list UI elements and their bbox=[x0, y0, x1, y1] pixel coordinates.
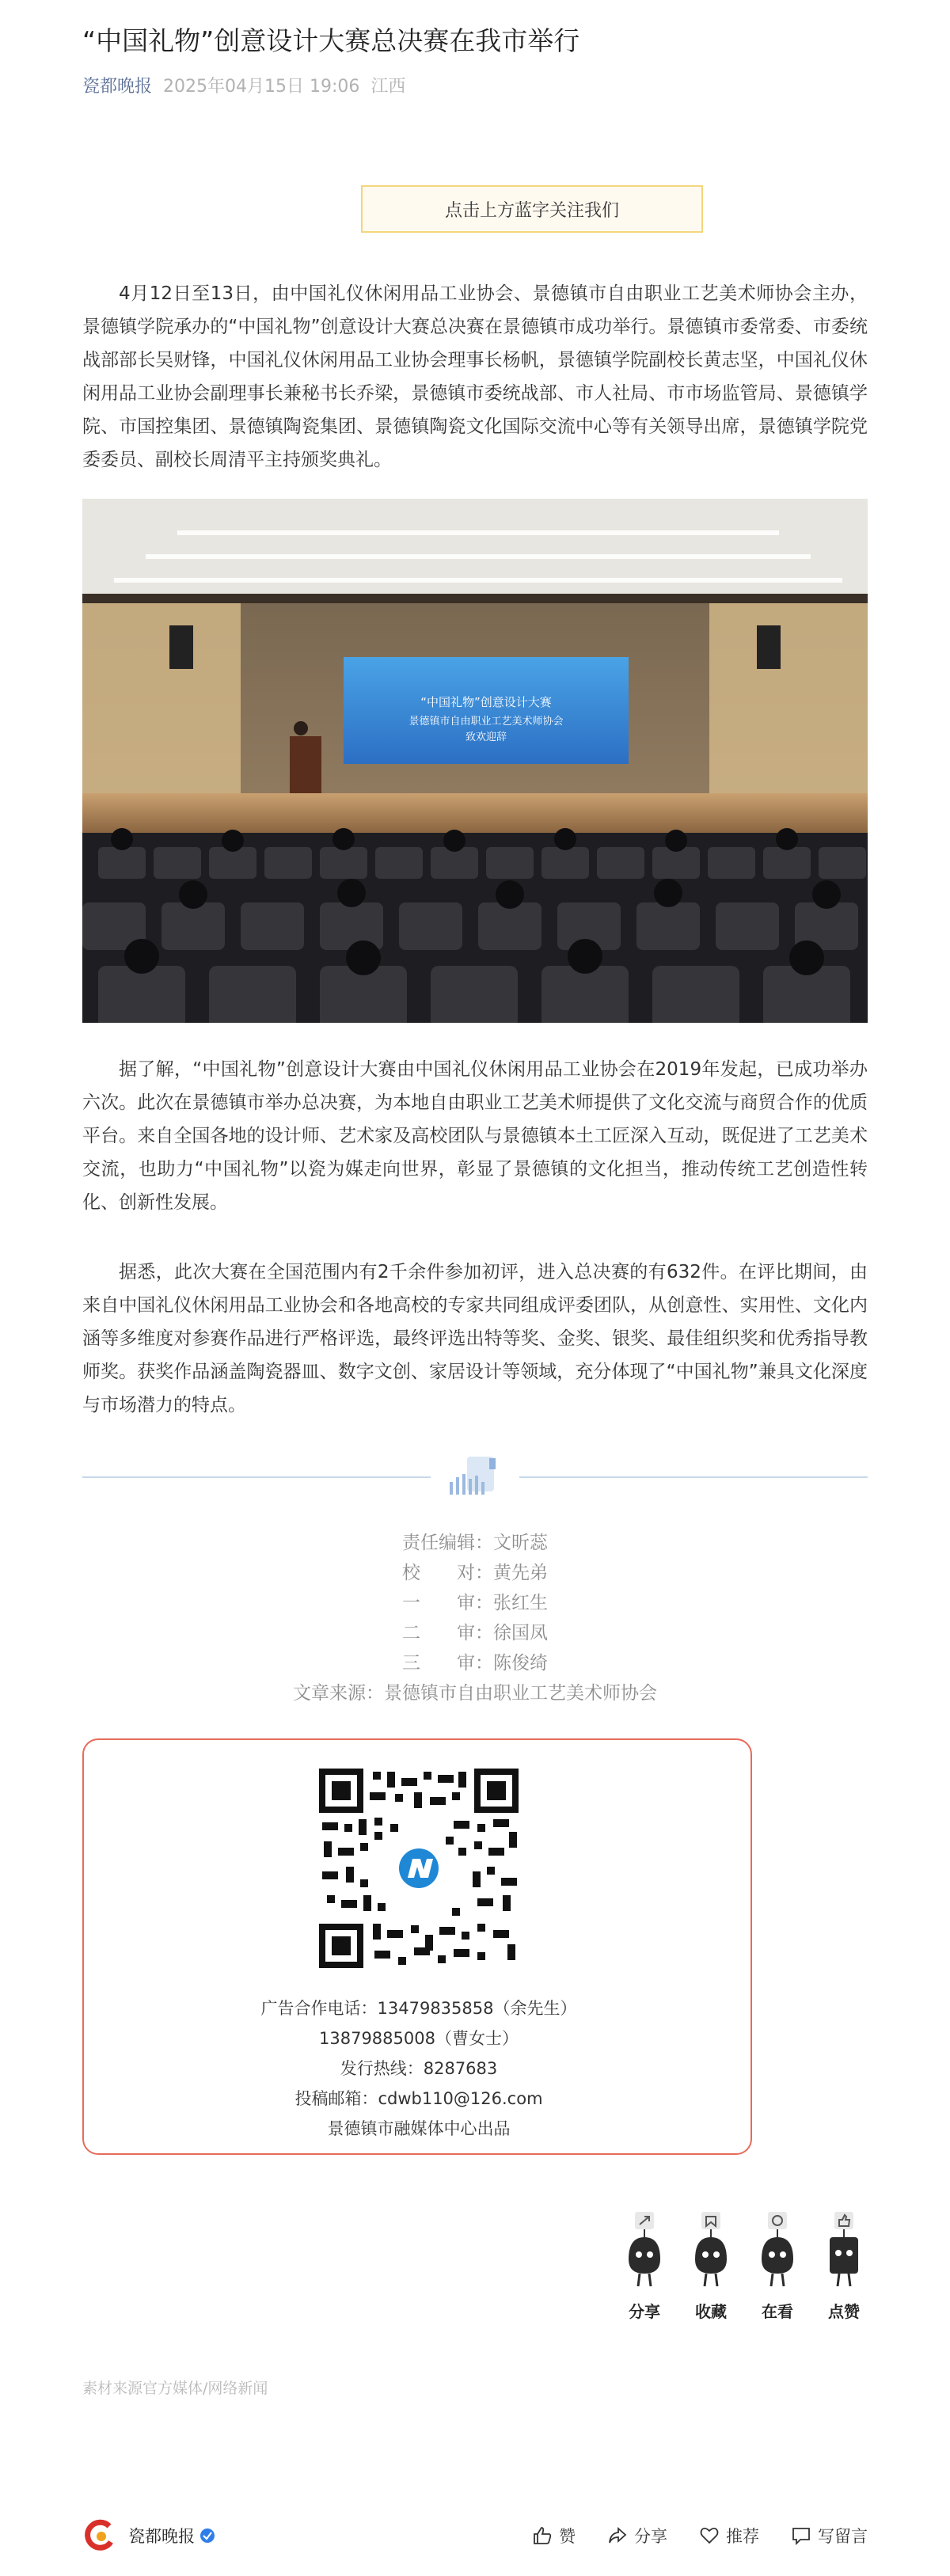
watching-label: 在看 bbox=[762, 2302, 793, 2321]
credit-row: 责任编辑：文昕蕊 bbox=[402, 1533, 548, 1553]
submission-email: 投稿邮箱：cdwb110@126.com bbox=[294, 2089, 543, 2108]
bottom-recommend-button[interactable] bbox=[699, 2524, 759, 2548]
collect-icon bbox=[687, 2210, 735, 2289]
heart-icon bbox=[699, 2525, 720, 2546]
publish-region: 江西 bbox=[370, 77, 406, 97]
account-name-link[interactable]: 瓷都晚报 bbox=[82, 77, 153, 97]
section-divider bbox=[82, 1453, 868, 1501]
publish-datetime: 2025年04月15日 19:06 bbox=[163, 77, 360, 97]
screen-sub-line-2: 致欢迎辞 bbox=[465, 731, 507, 743]
follow-prompt-box bbox=[361, 185, 703, 233]
article-title: “中国礼物”创意设计大赛总决赛在我市举行 bbox=[82, 25, 580, 56]
thumbs-up-icon bbox=[532, 2525, 553, 2546]
editor-credits bbox=[82, 1528, 868, 1708]
account-avatar[interactable] bbox=[82, 2518, 117, 2553]
collect-action[interactable] bbox=[687, 2210, 735, 2329]
bottom-comment-label: 写留言 bbox=[818, 2527, 868, 2546]
producer-credit: 景德镇市融媒体中心出品 bbox=[327, 2119, 511, 2138]
credit-row: 一 审：张红生 bbox=[402, 1593, 548, 1613]
watching-action[interactable] bbox=[754, 2210, 801, 2329]
screen-title-line: “中国礼物”创意设计大赛 bbox=[420, 695, 552, 709]
bottom-like-button[interactable] bbox=[532, 2524, 576, 2548]
article-source: 文章来源：景德镇市自由职业工艺美术师协会 bbox=[293, 1683, 657, 1704]
distribution-hotline: 发行热线：8287683 bbox=[340, 2059, 498, 2078]
like-icon bbox=[820, 2210, 868, 2289]
ad-phone-1: 广告合作电话：13479835858（余先生） bbox=[260, 1999, 577, 2018]
ad-phone-2: 13879885008（曹女士） bbox=[319, 2029, 519, 2048]
article-meta bbox=[82, 73, 405, 97]
bottom-account-name[interactable]: 瓷都晚报 bbox=[128, 2527, 195, 2546]
paragraph-3: 据悉，此次大赛在全国范围内有2千余件参加初评，进入总决赛的有632件。在评比期间，由来自中国礼仪休闲用品工业协会和各地高校的专家共同组成评委团队，从创意性、实用性、文化内涵等多维度对参赛作品进行严格评选，最终评选出特等奖、金奖、银奖、最佳组织奖和优秀指导教师奖。获奖作品涵盖陶瓷器皿、数字文创、家居设计等领域，充分体现了“中国礼物”兼具文化深度与市场潜力的特点。 bbox=[82, 1262, 868, 1415]
collect-label: 收藏 bbox=[695, 2302, 727, 2321]
bottom-actions bbox=[532, 2524, 868, 2548]
share-label: 分享 bbox=[629, 2302, 660, 2321]
share-icon bbox=[621, 2210, 668, 2289]
paragraph-1: 4月12日至13日，由中国礼仪休闲用品工业协会、景德镇市自由职业工艺美术师协会主办，景德镇学院承办的“中国礼物”创意设计大赛总决赛在景德镇市成功举行。景德镇市委常委、市委统战部部长吴财锋，中国礼仪休闲用品工业协会理事长杨帆，景德镇学院副校长黄志坚，中国礼仪休闲用品工业协会副理事长兼秘书长乔梁，景德镇市委统战部、市人社局、市市场监管局、景德镇学院、市国控集团、景德镇陶瓷集团、景德镇陶瓷文化国际交流中心等有关领导出席，景德镇学院党委委员、副校长周清平主持颁奖典礼。 bbox=[82, 283, 868, 470]
follow-prompt-text: 点击上方蓝字关注我们 bbox=[444, 200, 619, 221]
bottom-recommend-label: 推荐 bbox=[726, 2527, 759, 2546]
bottom-like-label: 赞 bbox=[559, 2527, 576, 2546]
share-action[interactable] bbox=[621, 2210, 668, 2329]
contact-card bbox=[82, 1738, 752, 2155]
comment-icon bbox=[791, 2525, 811, 2546]
verified-badge-icon bbox=[200, 2528, 215, 2544]
bottom-comment-button[interactable] bbox=[791, 2524, 868, 2548]
credit-row: 二 审：徐国凤 bbox=[402, 1623, 548, 1643]
bottom-action-bar bbox=[82, 2510, 868, 2562]
event-photo bbox=[82, 499, 868, 1023]
qr-code-icon[interactable] bbox=[319, 1769, 519, 1968]
bottom-share-button[interactable] bbox=[607, 2524, 667, 2548]
contact-info bbox=[84, 1993, 754, 2144]
like-action[interactable] bbox=[820, 2210, 868, 2329]
bottom-share-label: 分享 bbox=[634, 2527, 667, 2546]
conference-hall-image bbox=[82, 499, 868, 1023]
screen-sub-line: 景德镇市自由职业工艺美术师协会 bbox=[408, 716, 564, 728]
like-label: 点赞 bbox=[828, 2302, 860, 2321]
credit-row: 三 审：陈俊绮 bbox=[402, 1653, 548, 1674]
watching-icon bbox=[754, 2210, 801, 2289]
paragraph-2: 据了解，“中国礼物”创意设计大赛由中国礼仪休闲用品工业协会在2019年发起，已成功举办六次。此次在景德镇市举办总决赛，为本地自由职业工艺美术师提供了文化交流与商贸合作的优质平台。来自全国各地的设计师、艺术家及高校团队与景德镇本土工匠深入互动，既促进了工艺美术交流，也助力“中国礼物”以瓷为媒走向世界，彰显了景德镇的文化担当，推动传统工艺创造性转化、创新性发展。 bbox=[82, 1059, 868, 1213]
engagement-actions bbox=[621, 2210, 868, 2329]
material-source-note: 素材来源官方媒体/网络新闻 bbox=[82, 2380, 268, 2397]
credit-row: 校 对：黄先弟 bbox=[402, 1563, 548, 1583]
forward-icon bbox=[607, 2525, 628, 2546]
chart-decoration-icon bbox=[443, 1453, 507, 1501]
